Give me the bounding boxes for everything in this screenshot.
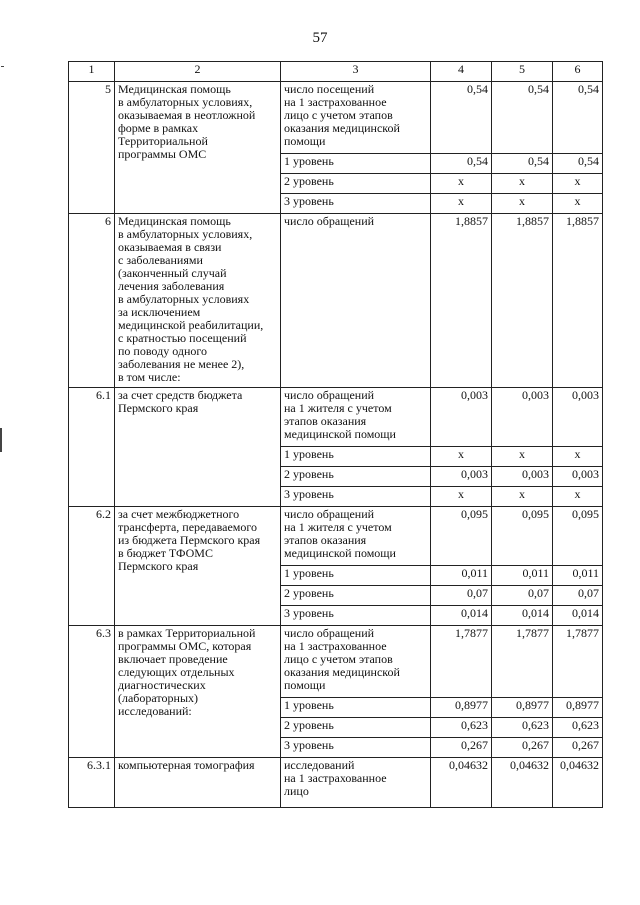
value-col-6: х bbox=[553, 487, 603, 507]
value-col-6: х bbox=[553, 174, 603, 194]
value-col-4: 0,011 bbox=[431, 566, 492, 586]
value-col-6: 0,07 bbox=[553, 586, 603, 606]
value-col-4: 0,54 bbox=[431, 154, 492, 174]
value-col-5: 0,07 bbox=[492, 586, 553, 606]
value-col-4: х bbox=[431, 447, 492, 467]
column-header-1: 1 bbox=[69, 62, 115, 82]
value-col-4: х bbox=[431, 194, 492, 214]
row-number: 5 bbox=[69, 82, 115, 214]
column-header-4: 4 bbox=[431, 62, 492, 82]
unit-cell: число посещений на 1 застрахованное лицо с учетом этапов оказания медицинской помощи bbox=[281, 82, 431, 154]
unit-cell: 2 уровень bbox=[281, 467, 431, 487]
value-col-5: 0,095 bbox=[492, 507, 553, 566]
value-col-5: 0,54 bbox=[492, 82, 553, 154]
header-row bbox=[69, 62, 603, 82]
value-col-5: 0,267 bbox=[492, 738, 553, 758]
row-name: в рамках Территориальной программы ОМС, которая включает проведение следующих отдельных диагностических (лабораторных) исследований: bbox=[115, 626, 281, 758]
value-col-5: 0,003 bbox=[492, 388, 553, 447]
value-col-5: х bbox=[492, 194, 553, 214]
unit-cell: число обращений на 1 застрахованное лицо с учетом этапов оказания медицинской помощи bbox=[281, 626, 431, 698]
value-col-4: 0,014 bbox=[431, 606, 492, 626]
row-number: 6.3.1 bbox=[69, 758, 115, 808]
value-col-5: 0,8977 bbox=[492, 698, 553, 718]
value-col-4: 0,003 bbox=[431, 467, 492, 487]
value-col-5: х bbox=[492, 487, 553, 507]
unit-cell: 1 уровень bbox=[281, 447, 431, 467]
value-col-4: 0,54 bbox=[431, 82, 492, 154]
table-row bbox=[69, 388, 603, 447]
value-col-5: 1,8857 bbox=[492, 214, 553, 388]
value-col-5: 0,003 bbox=[492, 467, 553, 487]
value-col-5: 0,04632 bbox=[492, 758, 553, 808]
table-row bbox=[69, 626, 603, 698]
value-col-4: х bbox=[431, 487, 492, 507]
row-name: за счет средств бюджета Пермского края bbox=[115, 388, 281, 507]
table-row bbox=[69, 507, 603, 566]
column-header-3: 3 bbox=[281, 62, 431, 82]
value-col-4: 0,003 bbox=[431, 388, 492, 447]
value-col-6: 0,04632 bbox=[553, 758, 603, 808]
unit-cell: 1 уровень bbox=[281, 698, 431, 718]
row-number: 6.3 bbox=[69, 626, 115, 758]
value-col-5: 0,623 bbox=[492, 718, 553, 738]
value-col-4: 0,04632 bbox=[431, 758, 492, 808]
value-col-5: 0,011 bbox=[492, 566, 553, 586]
value-col-5: х bbox=[492, 447, 553, 467]
value-col-5: 0,014 bbox=[492, 606, 553, 626]
value-col-5: 0,54 bbox=[492, 154, 553, 174]
value-col-6: 0,003 bbox=[553, 467, 603, 487]
value-col-4: 1,8857 bbox=[431, 214, 492, 388]
unit-cell: число обращений bbox=[281, 214, 431, 388]
scan-edge-mark bbox=[1, 66, 4, 67]
table-row bbox=[69, 758, 603, 808]
value-col-6: 0,011 bbox=[553, 566, 603, 586]
scan-edge-mark bbox=[0, 428, 2, 452]
row-name: Медицинская помощь в амбулаторных условиях, оказываемая в связи с заболеваниями (законченный случай лечения заболевания в амбулаторных условиях за исключением медицинской реабилитации, с кратностью посещений по поводу одного заболевания не менее 2), в том числе: bbox=[115, 214, 281, 388]
value-col-4: 0,623 bbox=[431, 718, 492, 738]
unit-cell: 3 уровень bbox=[281, 738, 431, 758]
value-col-6: 0,014 bbox=[553, 606, 603, 626]
value-col-6: 1,8857 bbox=[553, 214, 603, 388]
value-col-6: х bbox=[553, 194, 603, 214]
page-number: 57 bbox=[312, 30, 328, 46]
value-col-6: 0,003 bbox=[553, 388, 603, 447]
value-col-6: 0,54 bbox=[553, 154, 603, 174]
column-header-5: 5 bbox=[492, 62, 553, 82]
value-col-4: 0,095 bbox=[431, 507, 492, 566]
value-col-4: 1,7877 bbox=[431, 626, 492, 698]
indicators-table bbox=[68, 61, 603, 808]
value-col-6: 0,8977 bbox=[553, 698, 603, 718]
value-col-4: 0,267 bbox=[431, 738, 492, 758]
value-col-6: 0,54 bbox=[553, 82, 603, 154]
unit-cell: 3 уровень bbox=[281, 606, 431, 626]
row-name: Медицинская помощь в амбулаторных условиях, оказываемая в неотложной форме в рамках Территориальной программы ОМС bbox=[115, 82, 281, 214]
value-col-4: 0,07 bbox=[431, 586, 492, 606]
value-col-6: 0,267 bbox=[553, 738, 603, 758]
unit-cell: 2 уровень bbox=[281, 586, 431, 606]
value-col-5: х bbox=[492, 174, 553, 194]
row-number: 6 bbox=[69, 214, 115, 388]
table-row bbox=[69, 214, 603, 388]
value-col-6: 0,623 bbox=[553, 718, 603, 738]
value-col-5: 1,7877 bbox=[492, 626, 553, 698]
column-header-6: 6 bbox=[553, 62, 603, 82]
column-header-2: 2 bbox=[115, 62, 281, 82]
unit-cell: исследований на 1 застрахованное лицо bbox=[281, 758, 431, 808]
value-col-4: 0,8977 bbox=[431, 698, 492, 718]
unit-cell: 2 уровень bbox=[281, 174, 431, 194]
table-row bbox=[69, 82, 603, 154]
unit-cell: 3 уровень bbox=[281, 487, 431, 507]
unit-cell: 1 уровень bbox=[281, 154, 431, 174]
value-col-6: 0,095 bbox=[553, 507, 603, 566]
unit-cell: число обращений на 1 жителя с учетом этапов оказания медицинской помощи bbox=[281, 507, 431, 566]
unit-cell: 3 уровень bbox=[281, 194, 431, 214]
row-number: 6.2 bbox=[69, 507, 115, 626]
unit-cell: 1 уровень bbox=[281, 566, 431, 586]
value-col-6: 1,7877 bbox=[553, 626, 603, 698]
value-col-6: х bbox=[553, 447, 603, 467]
unit-cell: 2 уровень bbox=[281, 718, 431, 738]
row-name: за счет межбюджетного трансферта, передаваемого из бюджета Пермского края в бюджет ТФОМС Пермского края bbox=[115, 507, 281, 626]
row-number: 6.1 bbox=[69, 388, 115, 507]
row-name: компьютерная томография bbox=[115, 758, 281, 808]
value-col-4: х bbox=[431, 174, 492, 194]
unit-cell: число обращений на 1 жителя с учетом этапов оказания медицинской помощи bbox=[281, 388, 431, 447]
